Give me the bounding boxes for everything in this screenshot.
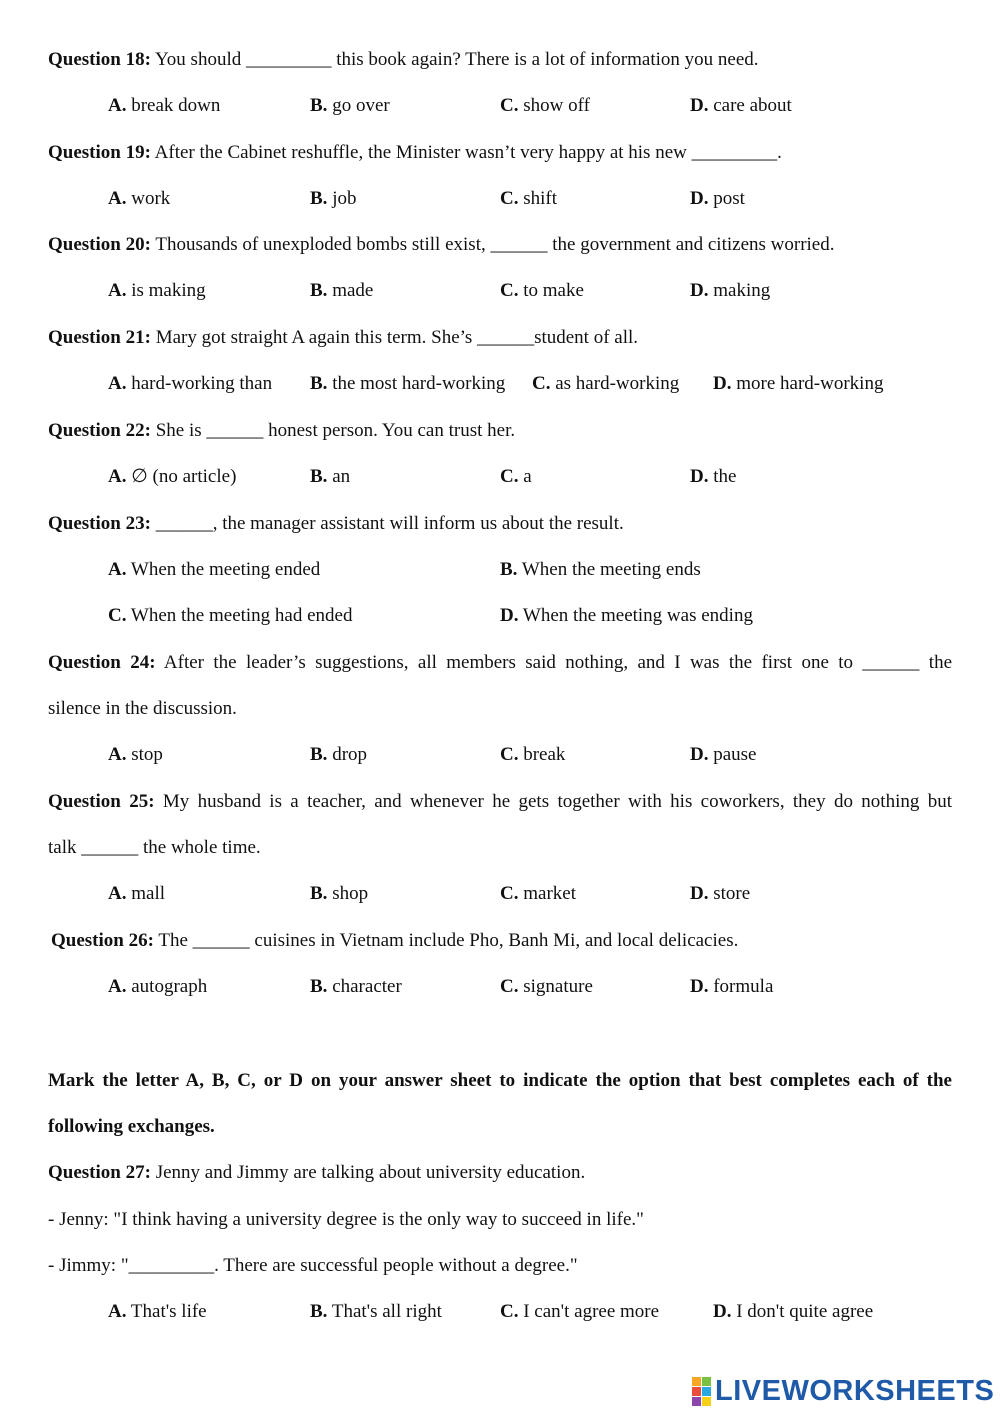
- option-letter: A.: [108, 95, 127, 116]
- question-text: Mary got straight A again this term. She’s ______student of all.: [155, 327, 639, 348]
- question-label: Question 23:: [48, 513, 151, 534]
- option-b[interactable]: [310, 94, 390, 118]
- question-text: After the Cabinet reshuffle, the Minister wasn’t very happy at his new _________.: [154, 142, 782, 163]
- option-text: That's life: [130, 1301, 207, 1322]
- option-letter: D.: [690, 744, 709, 765]
- option-a[interactable]: [108, 465, 236, 489]
- option-text: show off: [523, 95, 590, 116]
- option-text: When the meeting had ended: [130, 605, 353, 626]
- option-text: care about: [713, 95, 792, 116]
- option-letter: B.: [310, 466, 328, 487]
- question-22: [48, 419, 515, 443]
- option-d[interactable]: [690, 279, 770, 303]
- option-d[interactable]: [713, 372, 883, 396]
- option-text: the most hard-working: [332, 373, 506, 394]
- option-text: ∅ (no article): [131, 466, 237, 487]
- option-a[interactable]: [108, 1300, 207, 1324]
- question-24-continuation: silence in the discussion.: [48, 698, 237, 719]
- option-letter: B.: [310, 95, 328, 116]
- option-text: signature: [523, 976, 593, 997]
- option-letter: A.: [108, 280, 127, 301]
- question-23: [48, 512, 624, 536]
- question-label: Question 24:: [48, 652, 156, 673]
- option-a[interactable]: [108, 558, 320, 582]
- option-text: formula: [713, 976, 774, 997]
- option-letter: D.: [690, 95, 709, 116]
- option-text: That's all right: [331, 1301, 442, 1322]
- question-label: Question 26:: [51, 930, 154, 951]
- option-letter: C.: [500, 883, 519, 904]
- option-d[interactable]: [690, 94, 792, 118]
- question-25: [48, 790, 952, 814]
- option-text: I can't agree more: [523, 1301, 660, 1322]
- option-letter: D.: [690, 188, 709, 209]
- option-letter: A.: [108, 1301, 127, 1322]
- option-text: character: [332, 976, 402, 997]
- option-text: When the meeting ended: [130, 559, 321, 580]
- logo-text: LIVEWORKSHEETS: [715, 1374, 995, 1407]
- option-letter: A.: [108, 976, 127, 997]
- question-20: [48, 233, 835, 257]
- option-c[interactable]: [500, 882, 576, 906]
- option-letter: C.: [500, 95, 519, 116]
- option-letter: C.: [500, 280, 519, 301]
- option-text: job: [332, 188, 357, 209]
- section-instruction-continuation: following exchanges.: [48, 1116, 215, 1137]
- question-text: My husband is a teacher, and whenever he gets together with his coworkers, they do nothing but: [162, 791, 952, 812]
- option-b[interactable]: [310, 465, 350, 489]
- option-a[interactable]: [108, 94, 220, 118]
- option-text: break: [523, 744, 566, 765]
- option-d[interactable]: [690, 975, 773, 999]
- question-text: Jenny and Jimmy are talking about university education.: [155, 1162, 586, 1183]
- question-label: Question 21:: [48, 327, 151, 348]
- option-b[interactable]: [310, 882, 368, 906]
- option-d[interactable]: [713, 1300, 873, 1324]
- question-25-continuation: talk ______ the whole time.: [48, 837, 261, 858]
- option-a[interactable]: [108, 279, 206, 303]
- option-text: pause: [713, 744, 757, 765]
- question-label: Question 25:: [48, 791, 155, 812]
- option-text: made: [332, 280, 374, 301]
- option-c[interactable]: [500, 743, 565, 767]
- option-letter: A.: [108, 744, 127, 765]
- option-letter: B.: [310, 744, 328, 765]
- liveworksheets-logo-icon: [692, 1377, 711, 1406]
- option-letter: B.: [310, 883, 328, 904]
- option-letter: D.: [690, 976, 709, 997]
- option-text: hard-working than: [131, 373, 273, 394]
- option-b[interactable]: [310, 279, 373, 303]
- option-text: mall: [131, 883, 166, 904]
- option-b[interactable]: [310, 187, 356, 211]
- option-letter: B.: [500, 559, 518, 580]
- option-a[interactable]: [108, 882, 165, 906]
- question-label: Question 22:: [48, 420, 151, 441]
- option-c[interactable]: [108, 604, 353, 628]
- option-b[interactable]: [310, 975, 402, 999]
- option-text: is making: [131, 280, 206, 301]
- option-c[interactable]: [500, 187, 557, 211]
- question-26: [51, 929, 738, 953]
- option-letter: A.: [108, 373, 127, 394]
- option-letter: D.: [713, 373, 732, 394]
- option-letter: C.: [500, 188, 519, 209]
- section-instruction: Mark the letter A, B, C, or D on your answer sheet to indicate the option that best completes each of the: [48, 1070, 952, 1091]
- question-text: ______, the manager assistant will inform us about the result.: [155, 513, 624, 534]
- option-letter: C.: [500, 466, 519, 487]
- option-c[interactable]: [532, 372, 679, 396]
- option-text: go over: [332, 95, 390, 116]
- option-b[interactable]: [500, 558, 701, 582]
- dialogue-jimmy: - Jimmy: "_________. There are successful people without a degree.": [48, 1255, 578, 1276]
- option-text: drop: [332, 744, 368, 765]
- option-text: autograph: [131, 976, 208, 997]
- option-d[interactable]: [690, 743, 757, 767]
- question-text: Thousands of unexploded bombs still exist, ______ the government and citizens worried.: [155, 234, 835, 255]
- question-21: [48, 326, 638, 350]
- question-text: You should _________ this book again? There is a lot of information you need.: [154, 49, 759, 70]
- option-text: When the meeting was ending: [522, 605, 753, 626]
- option-b[interactable]: [310, 372, 505, 396]
- option-letter: B.: [310, 188, 328, 209]
- option-text: store: [713, 883, 751, 904]
- option-c[interactable]: [500, 975, 593, 999]
- option-letter: C.: [500, 976, 519, 997]
- question-label: Question 20:: [48, 234, 151, 255]
- question-label: Question 19:: [48, 142, 151, 163]
- option-text: post: [713, 188, 745, 209]
- question-text: She is ______ honest person. You can trust her.: [155, 420, 516, 441]
- option-c[interactable]: [500, 465, 532, 489]
- option-text: to make: [523, 280, 584, 301]
- option-c[interactable]: [500, 1300, 659, 1324]
- liveworksheets-logo[interactable]: [692, 1376, 994, 1406]
- option-letter: C.: [108, 605, 127, 626]
- option-a[interactable]: [108, 975, 207, 999]
- option-d[interactable]: [690, 882, 750, 906]
- option-text: I don't quite agree: [736, 1301, 874, 1322]
- question-19: [48, 141, 782, 165]
- option-text: making: [713, 280, 771, 301]
- option-c[interactable]: [500, 279, 584, 303]
- option-b[interactable]: [310, 1300, 442, 1324]
- option-letter: A.: [108, 466, 127, 487]
- question-text: After the leader’s suggestions, all members said nothing, and I was the first one to ______ the: [163, 652, 952, 673]
- option-letter: B.: [310, 1301, 328, 1322]
- question-label: Question 18:: [48, 49, 151, 70]
- option-c[interactable]: [500, 94, 590, 118]
- question-24: [48, 651, 952, 675]
- option-text: break down: [131, 95, 221, 116]
- option-text: market: [523, 883, 576, 904]
- option-text: the: [713, 466, 737, 487]
- option-letter: B.: [310, 373, 328, 394]
- option-letter: A.: [108, 188, 127, 209]
- option-text: more hard-working: [736, 373, 884, 394]
- option-letter: D.: [713, 1301, 732, 1322]
- question-18: [48, 48, 759, 72]
- option-a[interactable]: [108, 187, 170, 211]
- option-text: a: [523, 466, 532, 487]
- option-text: shop: [332, 883, 369, 904]
- option-b[interactable]: [310, 743, 367, 767]
- option-letter: B.: [310, 976, 328, 997]
- option-a[interactable]: [108, 372, 272, 396]
- option-text: When the meeting ends: [521, 559, 701, 580]
- option-text: work: [131, 188, 171, 209]
- option-a[interactable]: [108, 743, 163, 767]
- option-text: an: [332, 466, 351, 487]
- option-letter: B.: [310, 280, 328, 301]
- option-letter: A.: [108, 883, 127, 904]
- option-d[interactable]: [500, 604, 753, 628]
- option-text: stop: [131, 744, 163, 765]
- option-letter: A.: [108, 559, 127, 580]
- option-letter: C.: [500, 744, 519, 765]
- dialogue-jenny: - Jenny: "I think having a university degree is the only way to succeed in life.": [48, 1209, 644, 1230]
- option-letter: D.: [690, 466, 709, 487]
- option-letter: C.: [532, 373, 551, 394]
- option-letter: C.: [500, 1301, 519, 1322]
- option-text: shift: [523, 188, 558, 209]
- question-text: The ______ cuisines in Vietnam include Pho, Banh Mi, and local delicacies.: [158, 930, 739, 951]
- option-letter: D.: [690, 883, 709, 904]
- option-letter: D.: [690, 280, 709, 301]
- option-text: as hard-working: [555, 373, 680, 394]
- option-letter: D.: [500, 605, 519, 626]
- option-d[interactable]: [690, 465, 736, 489]
- question-label: Question 27:: [48, 1162, 151, 1183]
- option-d[interactable]: [690, 187, 745, 211]
- question-27: [48, 1161, 585, 1185]
